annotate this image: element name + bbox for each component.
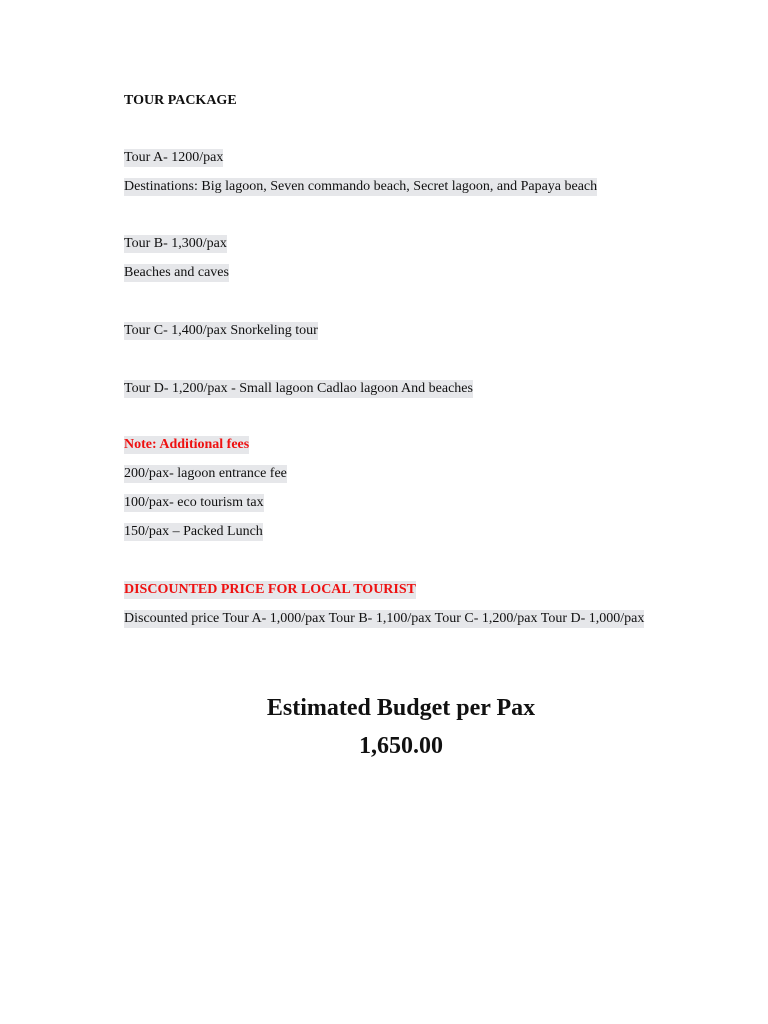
fee-item-lunch: 150/pax – Packed Lunch (124, 524, 263, 539)
budget-label: Estimated Budget per Pax (266, 695, 536, 721)
tour-c-price-text: Tour C- 1,400/pax Snorkeling tour (124, 323, 318, 338)
page-title: TOUR PACKAGE (124, 93, 237, 108)
tour-d-price (124, 380, 473, 398)
fee-item (124, 494, 264, 512)
discount-title (124, 581, 416, 599)
tour-b-destinations-text: Beaches and caves (124, 265, 229, 280)
discount-prices-text: Discounted price Tour A- 1,000/pax Tour B- 1,100/pax Tour C- 1,200/pax Tour D- 1,000/pax (124, 611, 645, 626)
tour-a-price (124, 149, 223, 167)
tour-c-price (124, 322, 318, 340)
tour-b-price-text: Tour B- 1,300/pax (124, 236, 227, 251)
tour-a-destinations-text: Destinations: Big lagoon, Seven commando beach, Secret lagoon, and Papaya beach (124, 179, 598, 194)
tour-a-price-text: Tour A- 1200/pax (124, 150, 224, 165)
fee-item-entrance: 200/pax- lagoon entrance fee (124, 466, 287, 481)
fee-item (124, 523, 263, 541)
fees-title-text: Note: Additional fees (124, 437, 250, 452)
discount-title-text: DISCOUNTED PRICE FOR LOCAL TOURIST (124, 582, 416, 597)
fee-item-eco-tax: 100/pax- eco tourism tax (124, 495, 264, 510)
tour-b-price (124, 235, 227, 253)
fee-item (124, 465, 287, 483)
fees-title (124, 436, 249, 454)
tour-d-price-text: Tour D- 1,200/pax - Small lagoon Cadlao lagoon And beaches (124, 381, 473, 396)
tour-b-destinations (124, 264, 229, 282)
discount-prices (124, 610, 644, 628)
tour-a-destinations (124, 178, 597, 196)
budget-value: 1,650.00 (359, 733, 443, 759)
